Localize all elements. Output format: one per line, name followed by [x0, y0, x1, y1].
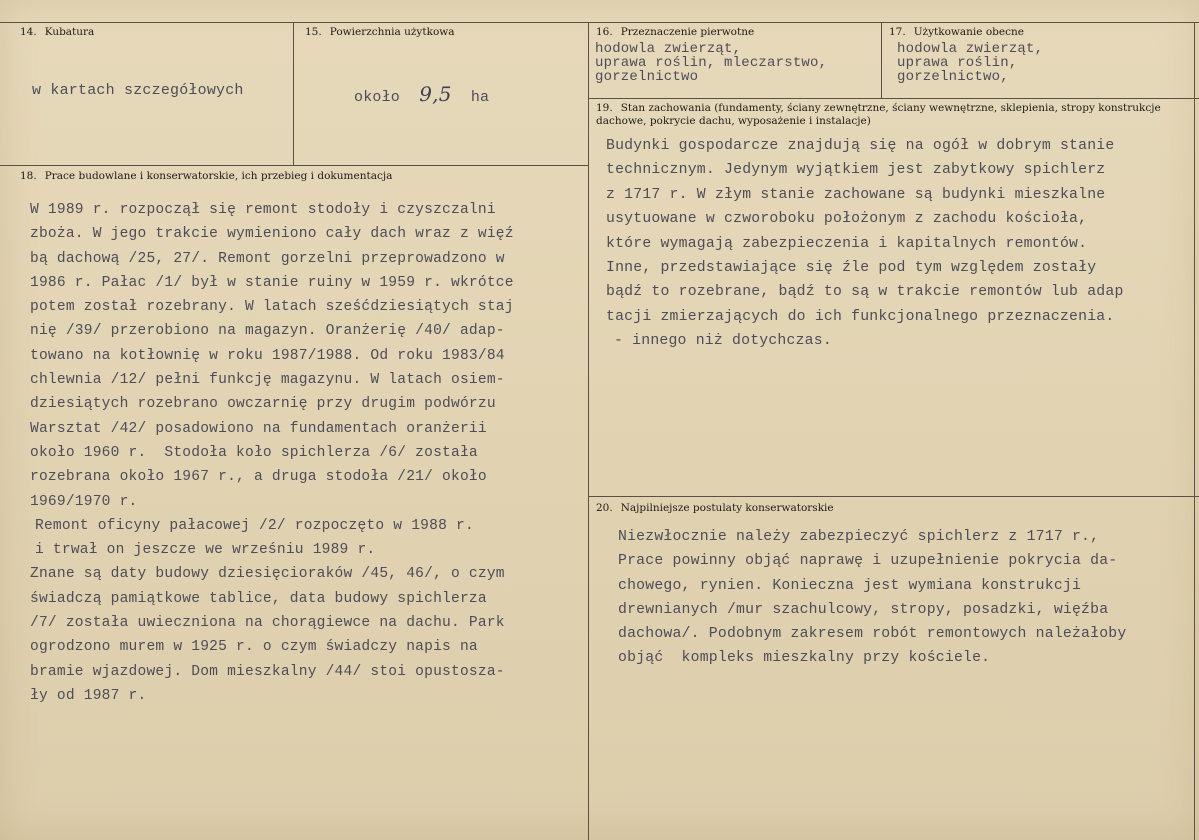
field16-number: 16.: [596, 26, 613, 38]
top-border: [0, 22, 1199, 23]
field20-line: objąć kompleks mieszkalny przy kościele.: [618, 650, 991, 667]
divider-16-17: [881, 22, 882, 99]
field16-title: Przeznaczenie pierwotne: [620, 26, 755, 38]
field18-line: chlewnia /12/ pełni funkcję magazynu. W latach osiem-: [30, 372, 505, 389]
field18-label: [20, 170, 392, 183]
field17-label: [889, 26, 1024, 39]
field20-label: [596, 502, 834, 515]
field18-line: Warsztat /42/ posadowiono na fundamentach oranżerii: [30, 420, 487, 437]
field18-line: potem został rozebrany. W latach sześćdziesiątych staj: [30, 299, 514, 316]
field20-line: drewnianych /mur szachulcowy, stropy, posadzki, więźba: [618, 601, 1109, 618]
field18-line: świadczą pamiątkowe tablice, data budowy spichlerza: [30, 590, 487, 607]
field14-title: Kubatura: [44, 26, 95, 38]
field18-line: Remont oficyny pałacowej /2/ rozpoczęto w 1988 r.: [35, 517, 474, 534]
field20-line: dachowa/. Podobnym zakresem robót remontowych należałoby: [618, 626, 1127, 643]
divider-field20-top: [588, 496, 1199, 497]
field20-text: [618, 525, 1126, 671]
field18-line: ły od 1987 r.: [30, 687, 147, 704]
field18-line: towano na kotłownię w roku 1987/1988. Od roku 1983/84: [30, 347, 505, 364]
field15-value: [354, 82, 489, 106]
field18-line: około 1960 r. Stodoła koło spichlerza /6/ została: [30, 444, 478, 461]
field18-number: 18.: [20, 170, 37, 182]
field16-text: [595, 42, 827, 84]
field18-line: /7/ została uwieczniona na chorągiewce na dachu. Park: [30, 615, 505, 632]
field19-line: z 1717 r. W złym stanie zachowane są budynki mieszkalne: [606, 186, 1106, 203]
field19-line: technicznym. Jedynym wyjątkiem jest zabytkowy spichlerz: [606, 162, 1106, 179]
field19-line: tacji zmierzających do ich funkcjonalnego przeznaczenia.: [606, 308, 1115, 325]
field17-number: 17.: [889, 26, 906, 38]
divider-main-vertical: [588, 22, 589, 840]
field16-line: gorzelnictwo: [595, 69, 699, 85]
field18-line: 1969/1970 r.: [30, 493, 138, 510]
field18-line: dziesiątych rozebrano owczarnię przy drugim podwórzu: [30, 396, 496, 413]
field18-line: 1986 r. Pałac /1/ był w stanie ruiny w 1959 r. wkrótce: [30, 274, 514, 291]
field20-title: Najpilniejsze postulaty konserwatorskie: [620, 502, 834, 514]
field19-line: Budynki gospodarcze znajdują się na ogół w dobrym stanie: [606, 138, 1115, 154]
field18-line: nię /39/ przerobiono na magazyn. Oranżerię /40/ adap-: [30, 323, 505, 340]
field19-line: usytuowane w czworoboku położonym z zachodu kościoła,: [606, 211, 1088, 228]
divider-row1-bottom-left: [0, 165, 588, 166]
field18-text: [30, 198, 514, 708]
field15-handwritten-value: 9,5: [419, 82, 452, 106]
field19-title: Stan zachowania (fundamenty, ściany zewnętrzne, ściany wewnętrzne, sklepienia, stropy konstrukcje dachowe, pokrycie dachu, wyposażenie i instalacje): [596, 102, 1161, 127]
field19-label: [596, 102, 1186, 128]
field15-label: [305, 26, 455, 39]
field17-line: hodowla zwierząt,: [897, 41, 1044, 57]
field14-label: [20, 26, 94, 39]
field18-title: Prace budowlane i konserwatorskie, ich przebieg i dokumentacja: [44, 170, 393, 182]
field18-line: i trwał on jeszcze we wrześniu 1989 r.: [35, 542, 376, 559]
field20-line: chowego, rynien. Konieczna jest wymiana konstrukcji: [618, 577, 1082, 594]
field15-prefix: około: [354, 89, 401, 106]
field18-line: bramie wjazdowej. Dom mieszkalny /44/ stoi opustosza-: [30, 663, 505, 680]
field19-text: [606, 134, 1124, 354]
right-edge: [1194, 22, 1195, 840]
field15-title: Powierzchnia użytkowa: [329, 26, 455, 38]
field14-number: 14.: [20, 26, 37, 38]
field15-unit: ha: [470, 89, 490, 106]
field20-number: 20.: [596, 502, 613, 514]
field16-line: uprawa roślin, mleczarstwo,: [595, 55, 828, 71]
field18-line: bą dachową /25, 27/. Remont gorzelni przeprowadzono w: [30, 250, 505, 267]
field18-line: rozebrana około 1967 r., a druga stodoła /21/ około: [30, 469, 487, 486]
field17-title: Użytkowanie obecne: [913, 26, 1024, 38]
divider-row1-bottom-right: [588, 98, 1199, 99]
field18-line: Znane są daty budowy dziesięcioraków /45, 46/, o czym: [30, 566, 505, 583]
field17-text: [897, 42, 1043, 84]
field15-number: 15.: [305, 26, 322, 38]
field19-number: 19.: [596, 102, 613, 114]
field19-line: bądź to rozebrane, bądź to są w trakcie remontów lub adap: [606, 284, 1124, 301]
field19-line: - innego niż dotychczas.: [614, 333, 832, 350]
field17-line: uprawa roślin,: [897, 55, 1018, 71]
field16-label: [596, 26, 754, 39]
field19-line: Inne, przedstawiające się źle pod tym względem zostały: [606, 260, 1097, 277]
field14-value: w kartach szczegółowych: [32, 82, 244, 99]
field18-line: zboża. W jego trakcie wymieniono cały dach wraz z więź: [30, 226, 514, 243]
field20-line: Prace powinny objąć naprawę i uzupełnienie pokrycia da-: [618, 553, 1118, 570]
field16-line: hodowla zwierząt,: [595, 41, 742, 57]
divider-14-15: [293, 22, 294, 166]
field17-line: gorzelnictwo,: [897, 69, 1009, 85]
field18-line: ogrodzono murem w 1925 r. o czym świadczy napis na: [30, 639, 478, 656]
field18-line: W 1989 r. rozpoczął się remont stodoły i czyszczalni: [30, 202, 496, 218]
field20-line: Niezwłocznie należy zabezpieczyć spichlerz z 1717 r.,: [618, 529, 1100, 545]
field19-line: które wymagają zabezpieczenia i kapitalnych remontów.: [606, 235, 1088, 252]
